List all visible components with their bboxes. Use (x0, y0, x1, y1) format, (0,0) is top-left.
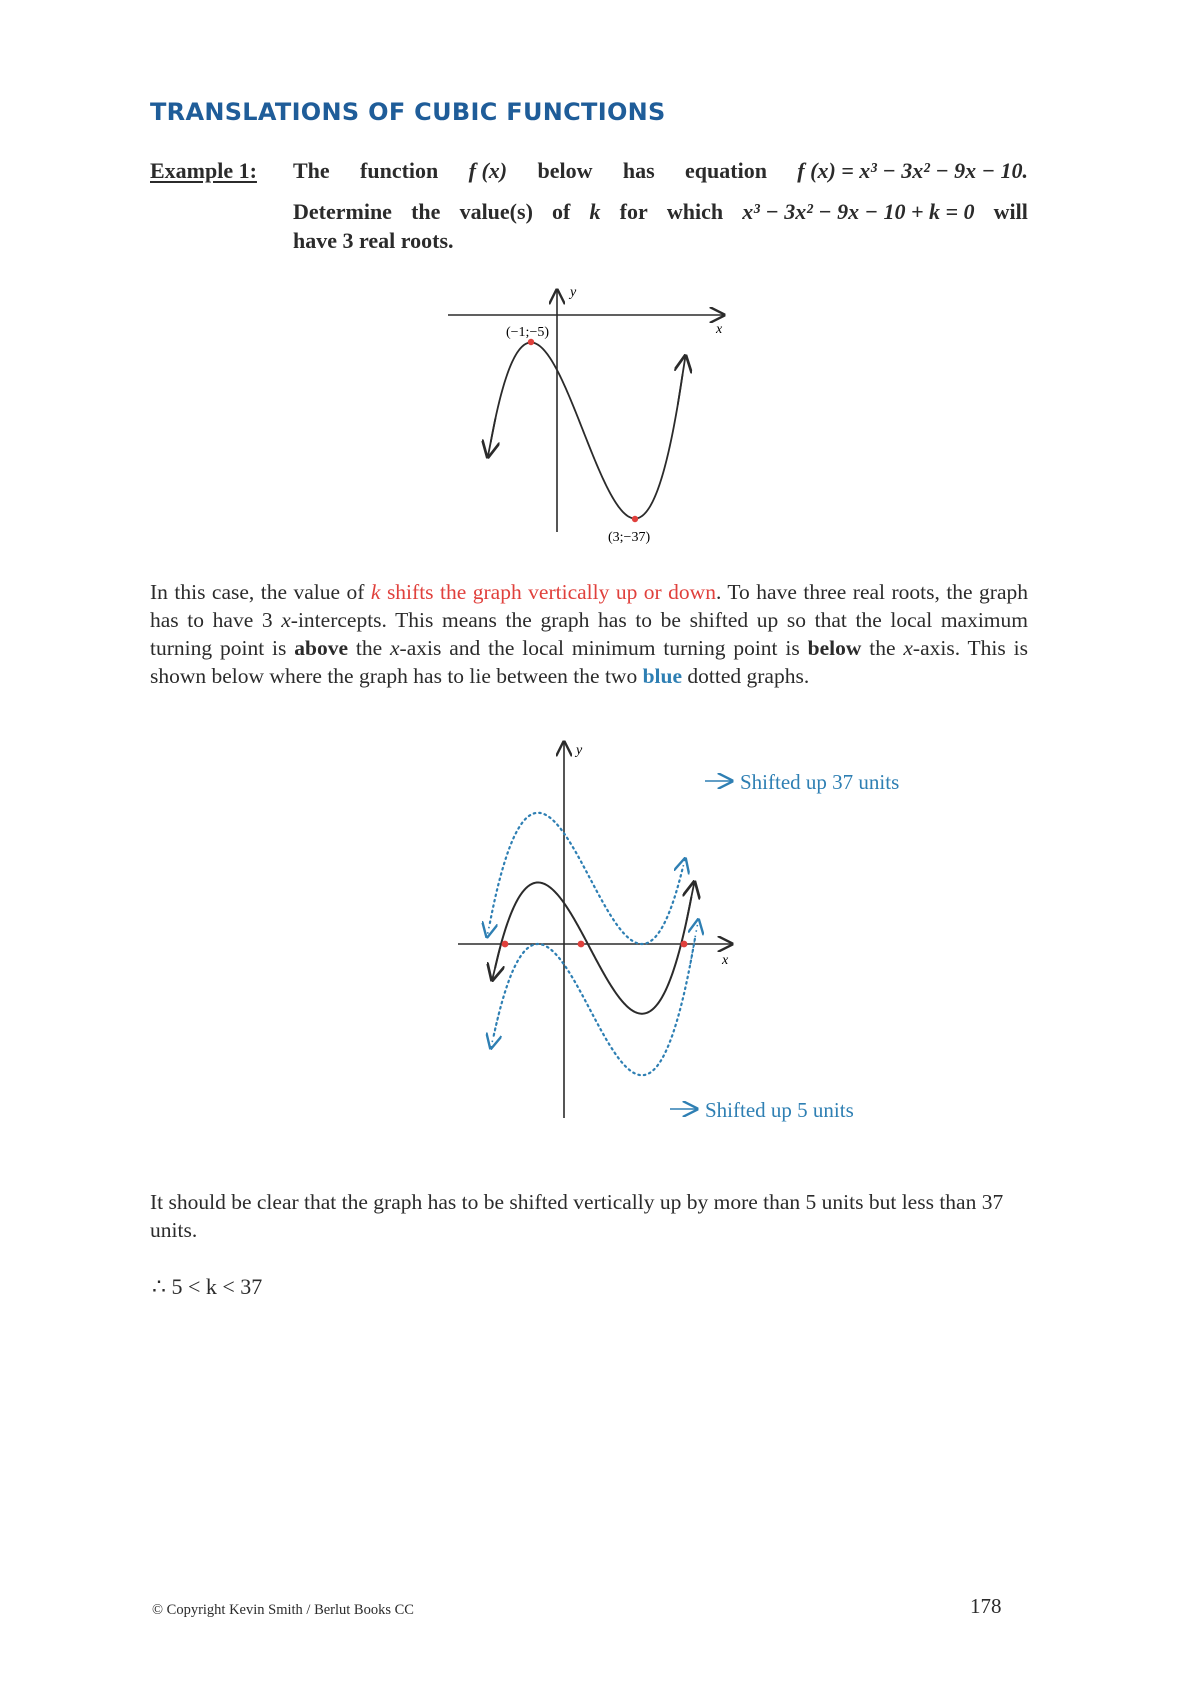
text-run: dotted graphs. (682, 664, 810, 688)
label-text: Shifted up 5 units (705, 1098, 854, 1122)
math-x: x (281, 608, 291, 632)
x-intercept-point (502, 941, 509, 948)
curve-arrow-down (488, 418, 496, 457)
text-run: -axis and the local minimum turning point is (399, 636, 808, 660)
cubic-curve (491, 343, 683, 519)
word: will (993, 199, 1028, 224)
text-run: the (348, 636, 390, 660)
x-axis-label: x (722, 953, 729, 968)
example-line-2 (293, 197, 1028, 226)
math-fx: f (x) (468, 158, 508, 183)
text-run: the (861, 636, 904, 660)
curve-three-roots (495, 883, 691, 1014)
word: which (666, 199, 724, 224)
final-answer: ∴ 5 < k < 37 (152, 1274, 263, 1299)
word: The (293, 158, 330, 183)
word: value(s) (459, 199, 533, 224)
word: the (411, 199, 441, 224)
curve-arrow (690, 920, 698, 964)
highlight-red (371, 580, 716, 604)
math-equation: f (x) = x³ − 3x² − 9x − 10. (797, 158, 1028, 183)
label-shifted-up-5 (670, 1098, 854, 1122)
x-axis-label: x (716, 322, 723, 337)
example-statement (293, 156, 1028, 255)
word: Determine (293, 199, 392, 224)
label-text: Shifted up 37 units (740, 770, 900, 794)
copyright-footer: © Copyright Kevin Smith / Berlut Books CC (152, 1602, 414, 1618)
shifted-cubic-graph (440, 738, 960, 1128)
word: of (552, 199, 571, 224)
curve-arrow-up (678, 356, 686, 405)
text-run: . To have three real roots, the graph has to have 3 (150, 580, 1029, 632)
label-shifted-up-37 (705, 770, 899, 794)
curve-arrow (677, 859, 685, 888)
math-equation-k: x³ − 3x² − 9x − 10 + k = 0 (742, 199, 975, 224)
text-run: shifts the graph vertically up or down (380, 580, 716, 604)
math-x: x (903, 636, 913, 660)
example-line-1 (293, 156, 1028, 185)
text-run: -intercepts. This means the graph has to be shifted up so that the local maximum turning point is (150, 608, 1029, 660)
math-x: x (390, 636, 400, 660)
word: has (622, 158, 655, 183)
local-min-label: (3;−37) (608, 530, 651, 545)
math-k: k (589, 199, 601, 224)
curve-shifted-up-37 (490, 813, 682, 944)
x-intercept-point (578, 941, 585, 948)
y-axis-label: y (570, 285, 577, 300)
word: below (537, 158, 593, 183)
local-min-point (632, 516, 638, 522)
example-line-3: have 3 real roots. (293, 228, 454, 253)
highlight-blue: blue (642, 664, 683, 688)
example-label: Example 1: (150, 158, 257, 183)
explanation-paragraph (150, 578, 1028, 690)
math-k: k (370, 580, 381, 604)
conclusion-paragraph: It should be clear that the graph has to be shifted vertically up by more than 5 units but less than 37 units. (150, 1190, 1004, 1242)
page-heading: TRANSLATIONS OF CUBIC FUNCTIONS (150, 98, 666, 126)
page-number: 178 (970, 1594, 1002, 1618)
x-intercept-point (681, 941, 688, 948)
bold-above: above (294, 636, 348, 660)
text-run: -axis. This is shown below where the graph has to lie between the two (150, 636, 1028, 688)
local-max-label: (−1;−5) (506, 325, 550, 340)
bold-below: below (807, 636, 862, 660)
curve-arrow (492, 948, 500, 980)
word: equation (685, 158, 767, 183)
word: function (360, 158, 439, 183)
curve-arrow (686, 882, 694, 921)
cubic-graph (440, 280, 740, 550)
text-run: In this case, the value of (150, 580, 371, 604)
word: for (619, 199, 648, 224)
y-axis-label: y (576, 743, 583, 758)
